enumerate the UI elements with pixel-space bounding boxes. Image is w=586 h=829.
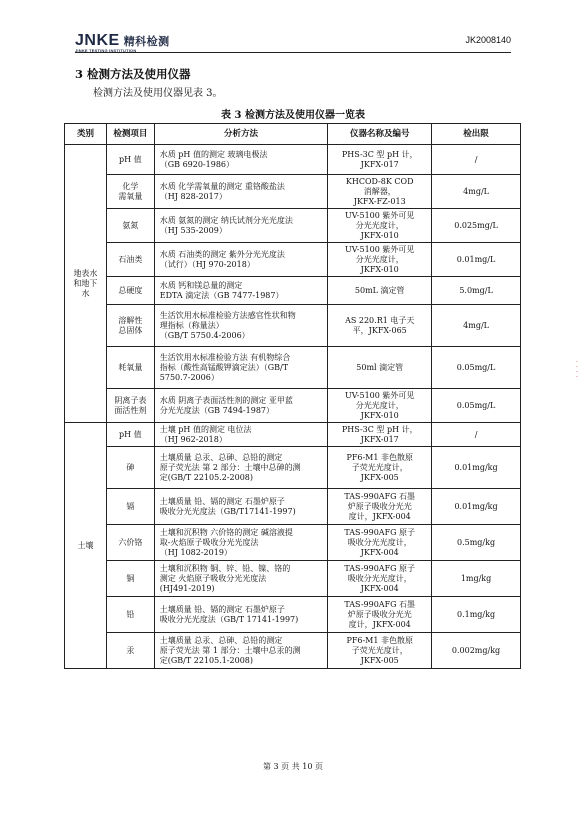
limit-cell: 4mg/L bbox=[432, 175, 521, 209]
method-cell: 土壤质量 铅、镉的测定 石墨炉原子 吸收分光光度法（GB/T 17141-1997) bbox=[154, 597, 328, 633]
item-cell: 砷 bbox=[106, 447, 154, 489]
edge-stamp-mark: · · · · bbox=[576, 359, 578, 381]
header-instrument: 仪器名称及编号 bbox=[328, 124, 432, 145]
method-cell: 生活饮用水标准检验方法感官性状和物 理指标（称量法） （GB/T 5750.4-2006） bbox=[154, 305, 328, 347]
item-cell: 总硬度 bbox=[106, 277, 154, 305]
instrument-cell: UV-5100 紫外可见 分光光度计， JKFX-010 bbox=[328, 389, 432, 423]
method-cell: 水质 石油类的测定 紫外分光光度法 （试行）（HJ 970-2018） bbox=[154, 243, 328, 277]
logo-subtitle: JINKE TESTING INSTITUTION bbox=[75, 48, 137, 53]
method-cell: 土壤质量 总汞、总砷、总铅的测定 原子荧光法 第 1 部分：土壤中总汞的测 定(GB/T 22105.1-2008) bbox=[154, 633, 328, 669]
instrument-cell: TAS-990AFG 原子 吸收分光光度计， JKFX-004 bbox=[328, 525, 432, 561]
instrument-cell: TAS-990AFG 原子 吸收分光光度计， JKFX-004 bbox=[328, 561, 432, 597]
category-cell: 地表水 和地下 水 bbox=[65, 145, 107, 423]
limit-cell: 5.0mg/L bbox=[432, 277, 521, 305]
table-body bbox=[65, 145, 521, 669]
instrument-cell: PF6-M1 非色散原 子荧光光度计， JKFX-005 bbox=[328, 633, 432, 669]
header-method: 分析方法 bbox=[154, 124, 328, 145]
table-row bbox=[65, 423, 521, 447]
limit-cell: 0.1mg/kg bbox=[432, 597, 521, 633]
section-text: 检测方法及使用仪器见表 3。 bbox=[93, 88, 223, 99]
instrument-cell: PF6-M1 非色散原 子荧光光度计， JKFX-005 bbox=[328, 447, 432, 489]
table-row bbox=[65, 447, 521, 489]
limit-cell: 0.01mg/kg bbox=[432, 447, 521, 489]
method-cell: 水质 pH 值的测定 玻璃电极法 （GB 6920-1986） bbox=[154, 145, 328, 175]
method-cell: 水质 阴离子表面活性剂的测定 亚甲蓝 分光光度法（GB 7494-1987） bbox=[154, 389, 328, 423]
method-cell: 土壤 pH 值的测定 电位法 （HJ 962-2018） bbox=[154, 423, 328, 447]
item-cell: pH 值 bbox=[106, 423, 154, 447]
method-cell: 土壤和沉积物 铜、锌、铅、镍、铬的 测定 火焰原子吸收分光光度法 (HJ491-2019) bbox=[154, 561, 328, 597]
table-row bbox=[65, 633, 521, 669]
header-category: 类别 bbox=[65, 124, 107, 145]
table-row bbox=[65, 597, 521, 633]
method-cell: 水质 钙和镁总量的测定 EDTA 滴定法（GB 7477-1987） bbox=[154, 277, 328, 305]
limit-cell: 4mg/L bbox=[432, 305, 521, 347]
header-limit: 检出限 bbox=[432, 124, 521, 145]
instrument-cell: TAS-990AFG 石墨 炉原子吸收分光光 度计，JKFX-004 bbox=[328, 489, 432, 525]
table-row bbox=[65, 243, 521, 277]
method-cell: 土壤质量 总汞、总砷、总铅的测定 原子荧光法 第 2 部分：土壤中总砷的测 定(GB/T 22105.2-2008) bbox=[154, 447, 328, 489]
item-cell: 铜 bbox=[106, 561, 154, 597]
page-footer: 第 3 页 共 10 页 bbox=[263, 762, 323, 771]
item-cell: 六价铬 bbox=[106, 525, 154, 561]
table-row bbox=[65, 347, 521, 389]
table-row bbox=[65, 145, 521, 175]
table-row bbox=[65, 305, 521, 347]
limit-cell: 0.002mg/kg bbox=[432, 633, 521, 669]
table-row bbox=[65, 525, 521, 561]
table-row bbox=[65, 489, 521, 525]
header-item: 检测项目 bbox=[106, 124, 154, 145]
instrument-cell: AS 220.R1 电子天 平，JKFX-065 bbox=[328, 305, 432, 347]
table-header-row bbox=[65, 124, 521, 145]
limit-cell: 0.5mg/kg bbox=[432, 525, 521, 561]
method-cell: 水质 氨氮的测定 纳氏试剂分光光度法 （HJ 535-2009） bbox=[154, 209, 328, 243]
instrument-cell: PHS-3C 型 pH 计， JKFX-017 bbox=[328, 423, 432, 447]
item-cell: 汞 bbox=[106, 633, 154, 669]
item-cell: 镉 bbox=[106, 489, 154, 525]
item-cell: 溶解性 总固体 bbox=[106, 305, 154, 347]
table-caption: 表 3 检测方法及使用仪器一览表 bbox=[221, 110, 365, 121]
logo-cn: 精科检测 bbox=[123, 35, 170, 48]
item-cell: 铅 bbox=[106, 597, 154, 633]
item-cell: 化学 需氧量 bbox=[106, 175, 154, 209]
limit-cell: 0.05mg/L bbox=[432, 347, 521, 389]
limit-cell: 1mg/kg bbox=[432, 561, 521, 597]
item-cell: 石油类 bbox=[106, 243, 154, 277]
limit-cell: 0.01mg/L bbox=[432, 243, 521, 277]
item-cell: 阴离子表 面活性剂 bbox=[106, 389, 154, 423]
instrument-cell: 50ml 滴定管 bbox=[328, 347, 432, 389]
item-cell: 耗氧量 bbox=[106, 347, 154, 389]
item-cell: pH 值 bbox=[106, 145, 154, 175]
page-header bbox=[75, 30, 511, 53]
instrument-cell: PHS-3C 型 pH 计， JKFX-017 bbox=[328, 145, 432, 175]
instrument-cell: UV-5100 紫外可见 分光光度计， JKFX-010 bbox=[328, 243, 432, 277]
limit-cell: / bbox=[432, 423, 521, 447]
limit-cell: / bbox=[432, 145, 521, 175]
table-row bbox=[65, 561, 521, 597]
category-cell: 土壤 bbox=[65, 423, 107, 669]
instrument-cell: KHCOD-8K COD 消解器， JKFX-FZ-013 bbox=[328, 175, 432, 209]
instrument-cell: TAS-990AFG 石墨 炉原子吸收分光光 度计，JKFX-004 bbox=[328, 597, 432, 633]
instrument-cell: UV-5100 紫外可见 分光光度计， JKFX-010 bbox=[328, 209, 432, 243]
table-row bbox=[65, 175, 521, 209]
company-logo bbox=[75, 32, 170, 53]
method-cell: 生活饮用水标准检验方法 有机物综合 指标（酸性高锰酸钾滴定法）（GB/T 5750.7-2006） bbox=[154, 347, 328, 389]
instrument-cell: 50mL 滴定管 bbox=[328, 277, 432, 305]
limit-cell: 0.025mg/L bbox=[432, 209, 521, 243]
methods-table bbox=[64, 123, 521, 669]
table-row bbox=[65, 277, 521, 305]
limit-cell: 0.01mg/kg bbox=[432, 489, 521, 525]
method-cell: 水质 化学需氧量的测定 重铬酸盐法 （HJ 828-2017） bbox=[154, 175, 328, 209]
section-title: 3 检测方法及使用仪器 bbox=[75, 67, 191, 81]
method-cell: 土壤质量 铅、镉的测定 石墨炉原子 吸收分光光度法（GB/T17141-1997) bbox=[154, 489, 328, 525]
table-row bbox=[65, 389, 521, 423]
table-row bbox=[65, 209, 521, 243]
document-number: JK2008140 bbox=[465, 35, 511, 45]
item-cell: 氨氮 bbox=[106, 209, 154, 243]
limit-cell: 0.05mg/L bbox=[432, 389, 521, 423]
method-cell: 土壤和沉积物 六价铬的测定 碱溶液提 取-火焰原子吸收分光光度法 （HJ 1082-2019） bbox=[154, 525, 328, 561]
logo-text: JNKE bbox=[75, 32, 120, 49]
